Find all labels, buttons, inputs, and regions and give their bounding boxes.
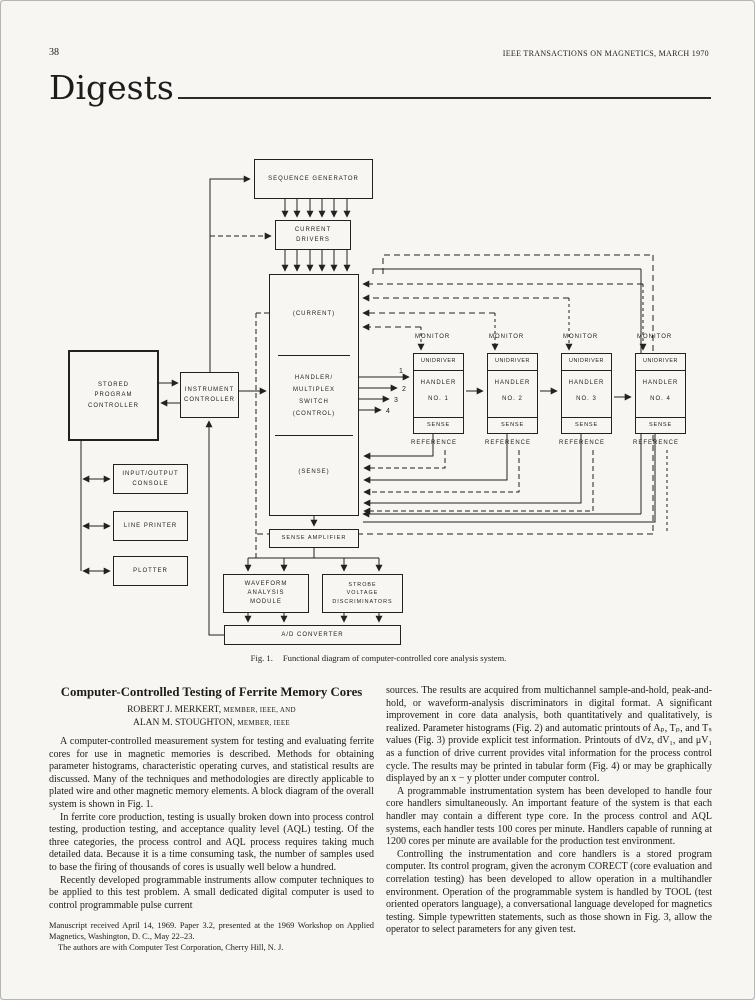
ic-label-2: CONTROLLER xyxy=(183,397,235,403)
handler-3-sense: SENSE xyxy=(562,417,611,433)
spc-label-2: PROGRAM xyxy=(94,392,133,399)
sense-amplifier-label: SENSE AMPLIFIER xyxy=(281,534,347,541)
right-paragraph-3: Controlling the instrumentation and core handlers is a stored program computer. Its control program, given the acronym CORECT (core evaluation and correlation testing) has been developed to allow operation in a multihandler environment. Operation of the programmable system is handled by TOOL (test oriented operators language), a conversational language developed for magnetics testing. Simple typewritten statements, such as those shown in Fig. 3, allow the operator to select parameters for any given test. xyxy=(386,848,712,936)
io-label-1: INPUT/OUTPUT xyxy=(122,470,179,477)
switch-label-4: (CONTROL) xyxy=(292,411,336,417)
spc-label-3: CONTROLLER xyxy=(87,402,139,409)
reference-label-2: REFERENCE xyxy=(485,440,532,446)
figure-caption-text: Functional diagram of computer-controlled core analysis system. xyxy=(282,653,507,663)
author-1-affiliation: MEMBER, IEEE, AND xyxy=(223,706,296,715)
monitor-label-1: MONITOR xyxy=(415,334,451,340)
monitor-label-4: MONITOR xyxy=(637,334,673,340)
handler-3-unidriver: UNIDRIVER xyxy=(562,354,611,371)
current-drivers-label-1: CURRENT xyxy=(294,226,332,233)
switch-divider-1 xyxy=(278,355,350,356)
handler-2-unidriver: UNIDRIVER xyxy=(488,354,537,371)
sense-amplifier-box xyxy=(269,529,359,548)
io-console-box xyxy=(113,464,188,494)
section-heading: Digests xyxy=(49,68,174,107)
sequence-generator-label: SEQUENCE GENERATOR xyxy=(268,175,359,182)
article-authors xyxy=(49,704,374,729)
handler-4-number: NO. 4 xyxy=(650,396,671,403)
channel-1-label: 1 xyxy=(399,368,403,375)
handler-2-sense: SENSE xyxy=(488,417,537,433)
switch-label-1: HANDLER/ xyxy=(294,375,334,381)
multiplex-switch-box xyxy=(269,274,359,516)
monitor-label-2: MONITOR xyxy=(489,334,525,340)
heading-rule xyxy=(178,97,711,99)
monitor-label-3: MONITOR xyxy=(563,334,599,340)
figure-caption xyxy=(1,653,755,663)
handler-3-box xyxy=(561,353,612,434)
line-printer-box xyxy=(113,511,188,541)
waveform-label-3: MODULE xyxy=(250,599,282,605)
channel-3-label: 3 xyxy=(394,397,398,404)
switch-divider-2 xyxy=(275,435,353,436)
sequence-generator-box xyxy=(254,159,373,199)
handler-1-name: HANDLER xyxy=(420,380,457,386)
switch-label-2: MULTIPLEX xyxy=(293,387,335,393)
strobe-discriminators-box xyxy=(322,574,403,613)
ad-converter-box xyxy=(224,625,401,645)
section-heading-row xyxy=(49,68,711,107)
channel-2-label: 2 xyxy=(402,386,406,393)
waveform-module-box xyxy=(223,574,309,613)
reference-label-3: REFERENCE xyxy=(559,440,606,446)
current-drivers-box xyxy=(275,220,351,250)
handler-1-sense: SENSE xyxy=(414,417,463,433)
waveform-label-1: WAVEFORM xyxy=(244,581,288,587)
line-printer-label: LINE PRINTER xyxy=(123,522,178,529)
strobe-label-2: VOLTAGE xyxy=(346,590,379,597)
handler-2-number: NO. 2 xyxy=(502,396,523,403)
left-paragraph-3: Recently developed programmable instruments allow computer techniques to be applied to this test problem. A small dedicated digital computer is used to control programmable pulse current xyxy=(49,874,374,911)
right-paragraph-1: sources. The results are acquired from multichannel sample-and-hold, peak-and-hold, or waveform-analysis discriminators in digital format. A significant improvement in core data analysis, both quantitatively and qualitatively, is realized. Parameter histograms (Fig. 2) and automatic printouts of Aₚ, Tₚ, and Tₛ values (Fig. 3) provide explicit test information. Printouts of dVz, dV₁, and μV₁ as a function of drive current provides vital information for the process control cycle. The results may be printed in tabular form (Fig. 4) or may be graphically displayed by an x − y plotter under computer control. xyxy=(386,685,712,785)
strobe-label-1: STROBE xyxy=(348,582,377,589)
reference-label-1: REFERENCE xyxy=(411,440,458,446)
stored-program-controller-box xyxy=(68,350,159,441)
handler-3-name: HANDLER xyxy=(568,380,605,386)
waveform-label-2: ANALYSIS xyxy=(247,590,285,596)
sense-section-label: (SENSE) xyxy=(298,469,330,475)
handler-1-number: NO. 1 xyxy=(428,396,449,403)
handler-4-name: HANDLER xyxy=(642,380,679,386)
current-section-label: (CURRENT) xyxy=(292,311,336,317)
current-drivers-label-2: DRIVERS xyxy=(296,237,330,243)
handler-4-unidriver: UNIDRIVER xyxy=(636,354,685,371)
plotter-box xyxy=(113,556,188,586)
io-label-2: CONSOLE xyxy=(132,481,169,487)
ad-converter-label: A/D CONVERTER xyxy=(281,631,344,638)
left-paragraph-1: A computer-controlled measurement system for testing and evaluating ferrite cores for use in magnetic memories is described. Methods for obtaining parameter histograms, characteristic operating curves, and statistical results are discussed. Many of the techniques and methodologies are directly applicable to plated wire and other magnetic memory elements. A block diagram of the overall system is shown in Fig. 1. xyxy=(49,736,374,810)
handler-4-box xyxy=(635,353,686,434)
handler-1-box xyxy=(413,353,464,434)
spc-label-1: STORED xyxy=(98,382,129,389)
strobe-label-3: DISCRIMINATORS xyxy=(332,598,393,605)
handler-1-unidriver: UNIDRIVER xyxy=(414,354,463,371)
switch-label-3: SWITCH xyxy=(299,399,329,405)
footnote-line-1: Manuscript received April 14, 1969. Paper 3.2, presented at the 1969 Workshop on Applied Magnetics, Washington, D. C., May 22–23. xyxy=(49,921,374,941)
handler-4-sense: SENSE xyxy=(636,417,685,433)
left-column xyxy=(49,685,374,953)
page-number: 38 xyxy=(49,47,59,58)
journal-header: IEEE TRANSACTIONS ON MAGNETICS, MARCH 1970 xyxy=(502,49,709,58)
plotter-label: PLOTTER xyxy=(133,567,168,574)
footnote xyxy=(49,921,374,953)
channel-4-label: 4 xyxy=(386,408,390,415)
left-paragraph-2: In ferrite core production, testing is usually broken down into process control testing, production testing, and acceptance quality level (AQL) testing. Of the three categories, the process control and AQL process requires taking much detailed data. Because it is a time consuming task, the number of samples used to base the firing of thousands of cores is usually well below a hundred. xyxy=(49,811,374,873)
right-paragraph-2: A programmable instrumentation system has been developed to handle four core handlers simultaneously. An important feature of the system is that each handler may contain a different type core. In the process control and AQL systems, each handler tests 100 cores per minute. Handlers capable of running at 1200 cores per minute are available for the production test environment. xyxy=(386,785,712,848)
author-1-name: ROBERT J. MERKERT, xyxy=(127,705,222,716)
author-2-affiliation: MEMBER, IEEE xyxy=(237,718,291,727)
reference-label-4: REFERENCE xyxy=(633,440,680,446)
ic-label-1: INSTRUMENT xyxy=(184,386,235,393)
handler-2-name: HANDLER xyxy=(494,380,531,386)
figure-1-diagram xyxy=(53,151,753,656)
instrument-controller-box xyxy=(180,372,239,418)
footnote-line-2: The authors are with Computer Test Corporation, Cherry Hill, N. J. xyxy=(58,942,284,952)
handler-3-number: NO. 3 xyxy=(576,396,597,403)
article-title: Computer-Controlled Testing of Ferrite Memory Cores xyxy=(60,685,363,699)
handler-2-box xyxy=(487,353,538,434)
figure-caption-label: Fig. 1. xyxy=(250,653,273,663)
author-2-name: ALAN M. STOUGHTON, xyxy=(132,717,236,728)
right-column xyxy=(386,685,712,937)
